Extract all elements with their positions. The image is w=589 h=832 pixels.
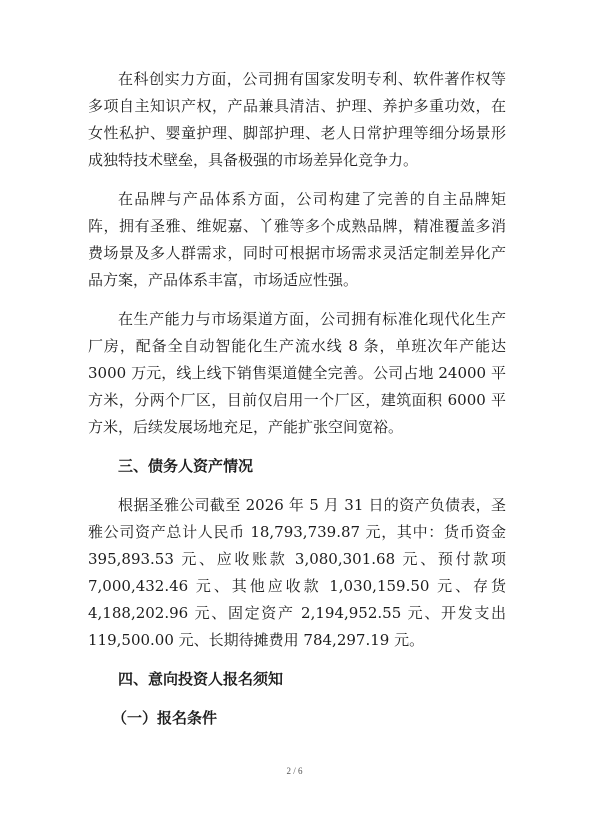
paragraph-tech-strength: 在科创实力方面，公司拥有国家发明专利、软件著作权等多项自主知识产权，产品兼具清洁、护理、养护多重功效，在女性私护、婴童护理、脚部护理、老人日常护理等细分场景形成独特技术壁垒，具备极强的市场差异化竞争力。 [88, 70, 506, 169]
section-heading-debtor-assets: 三、债务人资产情况 [118, 457, 254, 475]
paragraph-balance-sheet: 根据圣雅公司截至 2026 年 5 月 31 日的资产负债表，圣雅公司资产总计人民币 18,793,739.87 元，其中：货币资金 395,893.53 元、应收账款 3,080,301.68 元、预付款项 7,000,432.46 元、其他应收款 1,030,159.50 元、存货 4,188,202.96 元、固定资产 2,194,952.55 元、开发支出 119,500.00 元、长期待摊费用 784,297.19 元。 [88, 496, 506, 649]
page-content [88, 66, 506, 744]
page-number: 2 / 6 [286, 766, 303, 776]
paragraph-brand-system: 在品牌与产品体系方面，公司构建了完善的自主品牌矩阵，拥有圣雅、维妮嘉、丫雅等多个成熟品牌，精准覆盖多消费场景及多人群需求，同时可根据市场需求灵活定制差异化产品方案，产品体系丰富，市场适应性强。 [88, 190, 506, 289]
subsection-heading-registration-conditions: （一）报名条件 [112, 709, 218, 727]
paragraph-production-channels: 在生产能力与市场渠道方面，公司拥有标准化现代化生产厂房，配备全自动智能化生产流水线 8 条，单班次年产能达 3000 万元，线上线下销售渠道健全完善。公司占地 24000 平方米，分两个厂区，目前仅启用一个厂区，建筑面积 6000 平方米，后续发展场地充足，产能扩张空间宽裕。 [88, 310, 506, 436]
section-heading-investor-registration: 四、意向投资人报名须知 [118, 670, 284, 688]
